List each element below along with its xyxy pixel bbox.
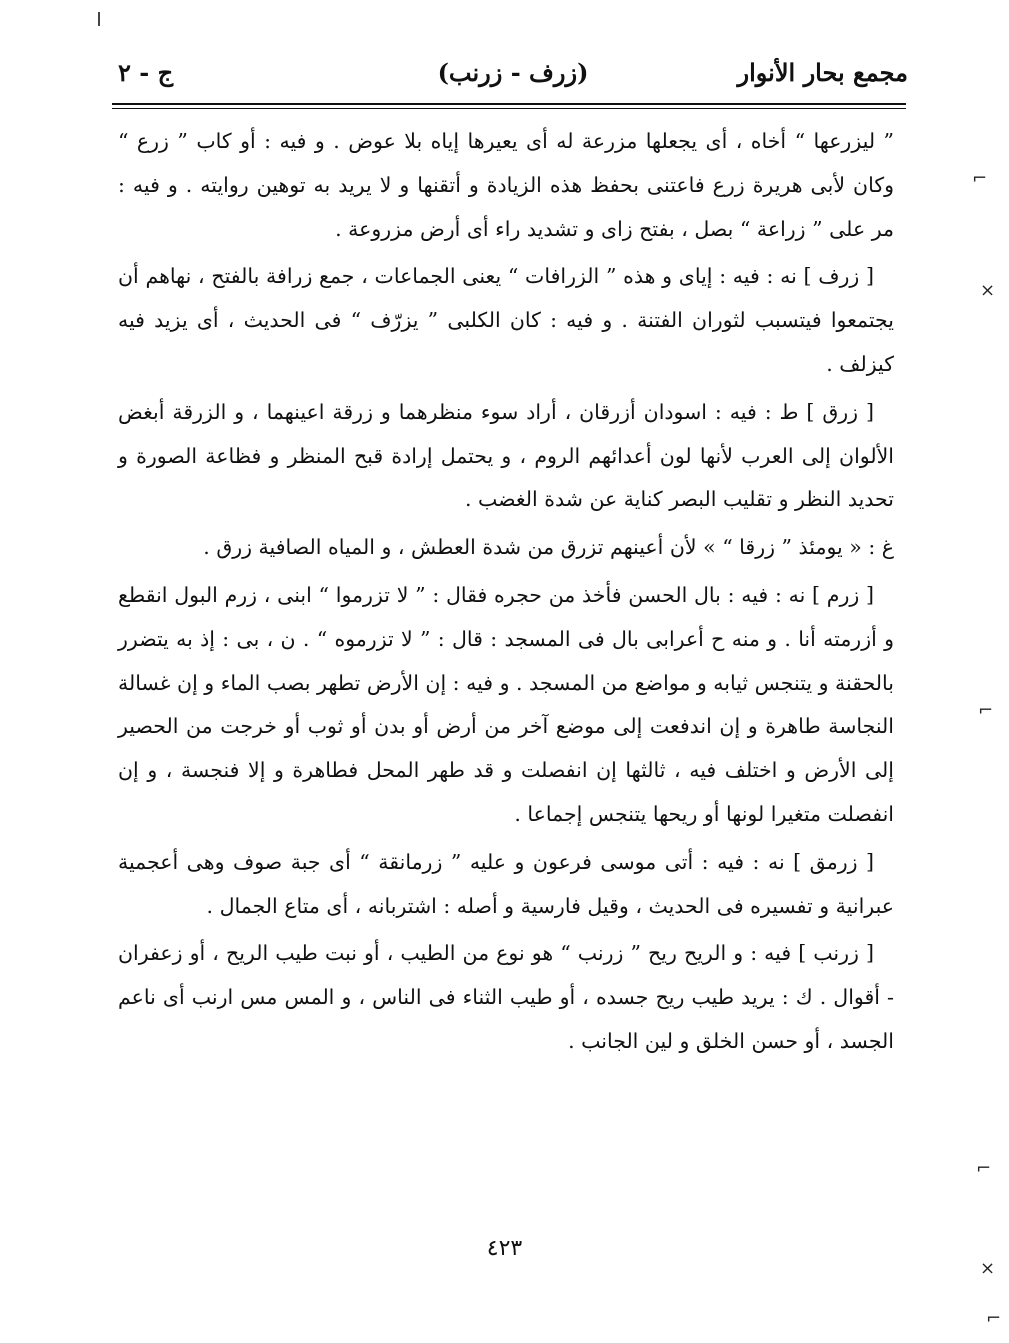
paragraph-zr-continuation: ” ليزرعها “ أخاه ، أى يجعلها مزرعة له أى يعيرها إياه بلا عوض . و فيه : أو كاب ” زرع “ وكان لأبى هريرة زرع فاعتنى بحفظ هذه الزيادة و أتقنها و لا يريد به توهين روايته . و فيه : مر على ” زراعة “ بصل ، بفتح زاى و تشديد راء أى أرض مزروعة . (118, 129, 894, 241)
paragraph-zarf: [ زرف ] نه : فيه : إياى و هذه ” الزرافات “ يعنى الجماعات ، جمع زرافة بالفتح ، نهاهم أن يجتمعوا فيتسبب لثوران الفتنة . و فيه : كان الكلبى ” يزرّف “ فى الحديث ، أى يزيد فيه كيزلف . (118, 264, 894, 376)
volume-label: ج - ٢ (118, 58, 174, 87)
entry-range: (زرف - زرنب) (437, 58, 589, 87)
page-header (118, 58, 908, 94)
paragraph-zarq-gh: غ : « يومئذ ” زرقا “ » لأن أعينهم تزرق من شدة العطش ، و المياه الصافية زرق . (203, 535, 894, 560)
margin-mark: ⌐ (986, 1308, 1002, 1329)
book-title: مجمع بحار الأنوار (737, 58, 908, 87)
paragraph-zarq: [ زرق ] ط : فيه : اسودان أزرقان ، أراد سوء منظرهما و زرقة اعينهما ، و الزرقة أبغض الألوان إلى العرب لأنها لون أعدائهم الروم ، و يحتمل إرادة قبح المنظر و فظاعة الصورة و تحديد النظر و تقليب البصر كناية عن شدة الغضب . (118, 399, 894, 512)
main-text (118, 120, 894, 1068)
paragraph-zarnab: [ زرنب ] فيه : و الريح ريح ” زرنب “ هو نوع من الطيب ، أو نبت طيب الريح ، أو زعفران - أقوال . ك : يريد طيب ريح جسده ، أو طيب الثناء فى الناس ، و المس مس ارنب أى ناعم الجسد ، أو حسن الخلق و لين الجانب . (118, 941, 894, 1053)
header-rule-thin (112, 108, 906, 109)
margin-mark: ⌐ (978, 700, 994, 721)
margin-mark: × (980, 1258, 996, 1279)
header-rule-thick (112, 103, 906, 105)
margin-mark: × (980, 280, 996, 301)
page-number: ٤٢٣ (486, 1236, 523, 1261)
paragraph-zarmaq: [ زرمق ] نه : فيه : أتى موسى فرعون و عليه ” زرمانقة “ أى جبة صوف وهى أعجمية عبرانية و تفسيره فى الحديث ، وقيل فارسية و أصله : اشتربانه ، أى متاع الجمال . (118, 849, 894, 918)
paragraph-zarm: [ زرم ] نه : فيه : بال الحسن فأخذ من حجره فقال : ” لا تزرموا “ ابنى ، زرم البول انقطع و أزرمته أنا . و منه ح أعرابى بال فى المسجد : قال : ” لا تزرموه “ . ن ، بى : إذ به يتضرر بالحقنة و يتنجس ثيابه و مواضع من المسجد . و فيه : إن الأرض تطهر بصب الماء و إن غسالة النجاسة طاهرة و إن اندفعت إلى موضع آخر من أرض أو بدن أو ثوب أو خرجت من الحصير إلى الأرض و اختلف فيه ، ثالثها إن انفصلت و قد طهر المحل فطاهرة و إلا فنجسة ، و إن انفصلت متغيرا لونها أو ريحها يتنجس إجماعا . (118, 582, 894, 826)
margin-mark: ⌐ (976, 1158, 992, 1179)
page-footer (0, 1236, 1009, 1261)
margin-mark: ⌐ (972, 168, 988, 189)
scan-speck (98, 12, 100, 26)
